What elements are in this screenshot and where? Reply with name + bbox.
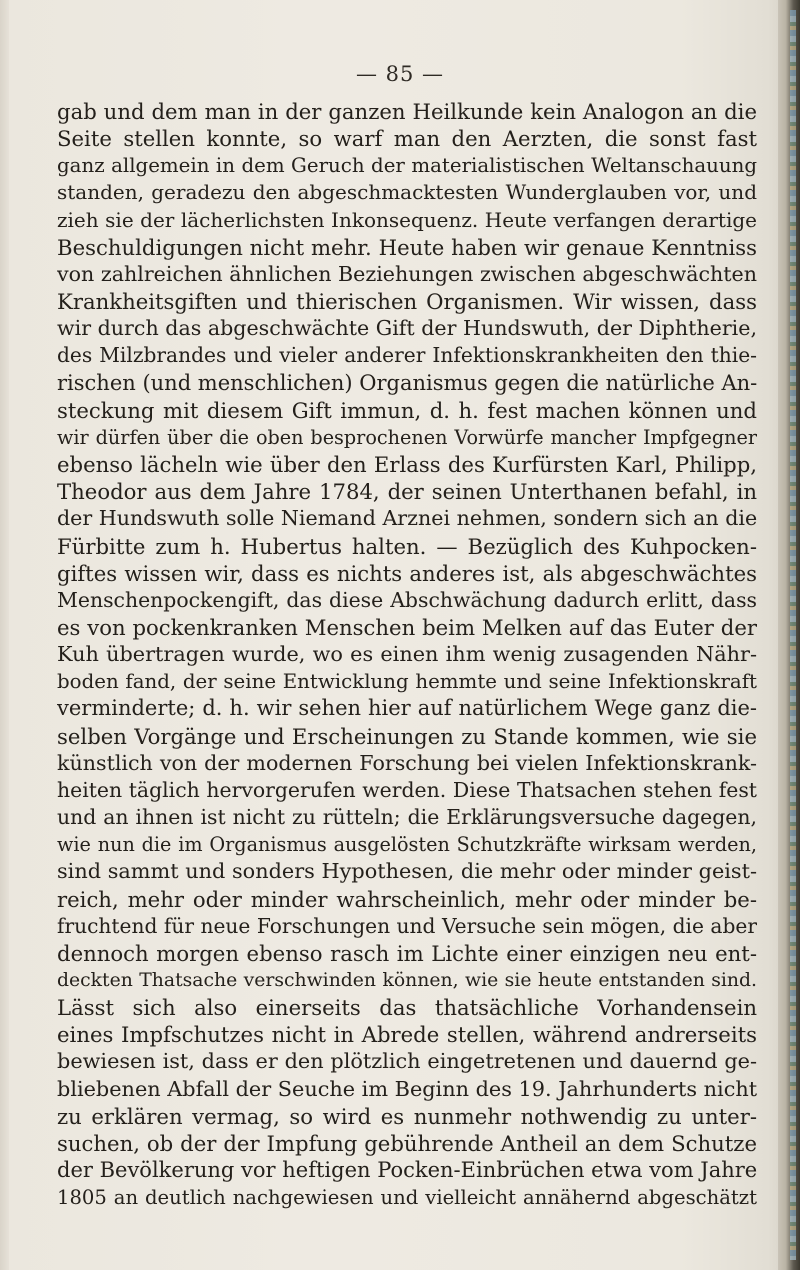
- text-line: reich, mehr oder minder wahrscheinlich, mehr oder minder be-: [57, 886, 757, 912]
- text-line: des Milzbrandes und vieler anderer Infektionskrankheiten den thie-: [57, 343, 757, 368]
- text-line: wie nun die im Organismus ausgelösten Schutzkräfte wirksam werden,: [57, 833, 757, 857]
- page-left-margin-shadow: [0, 0, 9, 1270]
- text-line: selben Vorgänge und Erscheinungen zu Stande kommen, wie sie: [57, 723, 757, 749]
- text-line: der Bevölkerung vor heftigen Pocken-Einbrüchen etwa vom Jahre: [57, 1158, 757, 1183]
- text-line: es von pockenkranken Menschen beim Melken auf das Euter der: [57, 614, 757, 640]
- text-line: suchen, ob der der Impfung gebührende Antheil an dem Schutze: [57, 1130, 757, 1156]
- text-line: Lässt sich also einerseits das thatsächliche Vorhandensein: [57, 995, 757, 1021]
- text-line: wir durch das abgeschwächte Gift der Hundswuth, der Diphtherie,: [57, 316, 757, 341]
- text-line: Menschenpockengift, das diese Abschwächung dadurch erlitt, dass: [57, 587, 757, 612]
- text-line: 1805 an deutlich nachgewiesen und vielleicht annähernd abgeschätzt: [57, 1186, 757, 1210]
- text-line: von zahlreichen ähnlichen Beziehungen zwischen abgeschwächten: [57, 261, 757, 286]
- text-line: rischen (und menschlichen) Organismus gegen die natürliche An-: [57, 370, 757, 395]
- text-line: bliebenen Abfall der Seuche im Beginn des 19. Jahrhunderts nicht: [57, 1076, 757, 1101]
- page-number: — 85 —: [355, 62, 445, 86]
- text-line: standen, geradezu den abgeschmacktesten Wunderglauben vor, und: [57, 180, 757, 205]
- text-line: Seite stellen konnte, so warf man den Aerzten, die sonst fast: [57, 126, 757, 152]
- text-line: Krankheitsgiften und thierischen Organismen. Wir wissen, dass: [57, 289, 757, 315]
- text-line: ganz allgemein in dem Geruch der materialistischen Weltanschauung: [57, 154, 757, 178]
- text-line: künstlich von der modernen Forschung bei vielen Infektionskrank-: [57, 750, 757, 775]
- text-line: Fürbitte zum h. Hubertus halten. — Bezüglich des Kuhpocken-: [57, 533, 757, 559]
- text-line: heiten täglich hervorgerufen werden. Diese Thatsachen stehen fest: [57, 777, 757, 802]
- text-line: gab und dem man in der ganzen Heilkunde kein Analogon an die: [57, 99, 757, 124]
- text-line: dennoch morgen ebenso rasch im Lichte einer einzigen neu ent-: [57, 940, 757, 966]
- text-line: Kuh übertragen wurde, wo es einen ihm wenig zusagenden Nähr-: [57, 642, 757, 667]
- text-line: Theodor aus dem Jahre 1784, der seinen Unterthanen befahl, in: [57, 479, 757, 505]
- text-line: bewiesen ist, dass er den plötzlich eingetretenen und dauernd ge-: [57, 1049, 757, 1074]
- text-line: der Hundswuth solle Niemand Arznei nehmen, sondern sich an die: [57, 506, 757, 531]
- text-line: eines Impfschutzes nicht in Abrede stellen, während andrerseits: [57, 1022, 757, 1048]
- text-line: sind sammt und sonders Hypothesen, die mehr oder minder geist-: [57, 859, 757, 884]
- text-line: giftes wissen wir, dass es nichts anderes ist, als abgeschwächtes: [57, 560, 757, 586]
- text-line: ebenso lächeln wie über den Erlass des Kurfürsten Karl, Philipp,: [57, 452, 757, 478]
- text-line: zu erklären vermag, so wird es nunmehr nothwendig zu unter-: [57, 1103, 757, 1129]
- text-line: Beschuldigungen nicht mehr. Heute haben wir genaue Kenntniss: [57, 234, 757, 260]
- text-line: wir dürfen über die oben besprochenen Vorwürfe mancher Impfgegner: [57, 425, 757, 449]
- text-line: deckten Thatsache verschwinden können, wie sie heute entstanden sind.: [57, 970, 757, 991]
- body-text: [57, 98, 757, 1211]
- text-line: zieh sie der lächerlichsten Inkonsequenz. Heute verfangen derartige: [57, 207, 757, 232]
- text-line: boden fand, der seine Entwicklung hemmte und seine Infektionskraft: [57, 670, 757, 694]
- text-line: fruchtend für neue Forschungen und Versuche sein mögen, die aber: [57, 913, 757, 938]
- page-binding-edge: [778, 0, 800, 1270]
- text-line: verminderte; d. h. wir sehen hier auf natürlichem Wege ganz die-: [57, 696, 757, 721]
- text-line: steckung mit diesem Gift immun, d. h. fest machen können und: [57, 397, 757, 423]
- text-line: und an ihnen ist nicht zu rütteln; die Erklärungsversuche dagegen,: [57, 805, 757, 830]
- color-calibration-strip: [790, 10, 796, 1260]
